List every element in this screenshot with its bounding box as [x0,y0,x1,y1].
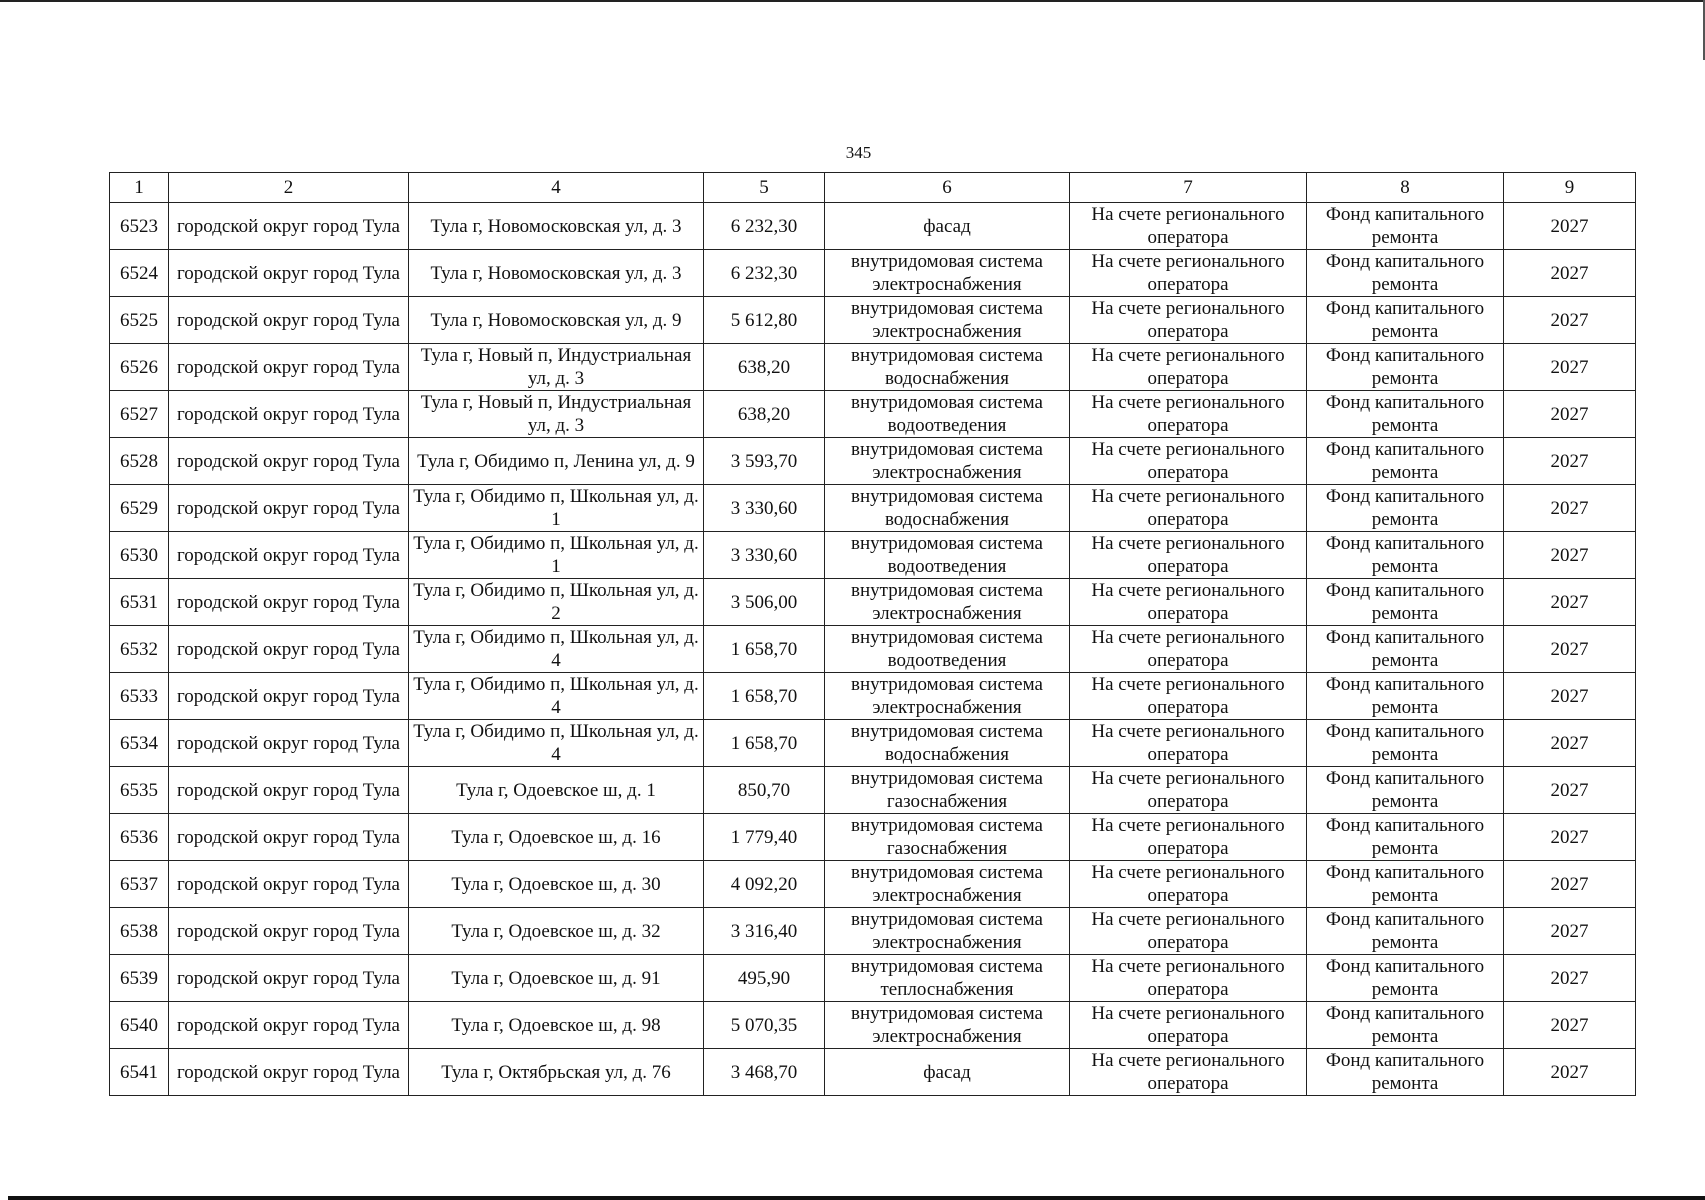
table-row [110,1002,1636,1049]
work-type-cell: внутридомовая система электроснабжения [825,438,1070,485]
year-cell: 2027 [1504,438,1636,485]
table-row [110,391,1636,438]
table-row [110,720,1636,767]
table-row [110,485,1636,532]
work-type-cell: внутридомовая система водоснабжения [825,344,1070,391]
table-row [110,532,1636,579]
header-cell-8: 8 [1307,173,1504,203]
funding-source-cell: Фонд капитального ремонта [1307,814,1504,861]
row-number-cell: 6537 [110,861,169,908]
fund-method-cell: На счете регионального оператора [1070,485,1307,532]
funding-source-cell: Фонд капитального ремонта [1307,1049,1504,1096]
municipality-cell: городской округ город Тула [169,673,409,720]
work-type-cell: внутридомовая система электроснабжения [825,250,1070,297]
year-cell: 2027 [1504,673,1636,720]
area-cell: 1 658,70 [704,626,825,673]
municipality-cell: городской округ город Тула [169,1002,409,1049]
table-row [110,767,1636,814]
row-number-cell: 6525 [110,297,169,344]
address-cell: Тула г, Октябрьская ул, д. 76 [409,1049,704,1096]
address-cell: Тула г, Обидимо п, Школьная ул, д. 1 [409,485,704,532]
year-cell: 2027 [1504,485,1636,532]
funding-source-cell: Фонд капитального ремонта [1307,767,1504,814]
table-row [110,955,1636,1002]
municipality-cell: городской округ город Тула [169,438,409,485]
work-type-cell: фасад [825,203,1070,250]
area-cell: 5 612,80 [704,297,825,344]
table-row [110,297,1636,344]
funding-source-cell: Фонд капитального ремонта [1307,579,1504,626]
fund-method-cell: На счете регионального оператора [1070,438,1307,485]
fund-method-cell: На счете регионального оператора [1070,626,1307,673]
year-cell: 2027 [1504,955,1636,1002]
row-number-cell: 6528 [110,438,169,485]
row-number-cell: 6530 [110,532,169,579]
fund-method-cell: На счете регионального оператора [1070,532,1307,579]
address-cell: Тула г, Обидимо п, Школьная ул, д. 1 [409,532,704,579]
area-cell: 5 070,35 [704,1002,825,1049]
header-cell-7: 7 [1070,173,1307,203]
page-number: 345 [845,143,872,162]
work-type-cell: внутридомовая система водоснабжения [825,720,1070,767]
fund-method-cell: На счете регионального оператора [1070,908,1307,955]
work-type-cell: внутридомовая система водоотведения [825,626,1070,673]
work-type-cell: внутридомовая система водоотведения [825,532,1070,579]
row-number-cell: 6526 [110,344,169,391]
year-cell: 2027 [1504,814,1636,861]
area-cell: 3 593,70 [704,438,825,485]
year-cell: 2027 [1504,908,1636,955]
work-type-cell: внутридомовая система электроснабжения [825,297,1070,344]
row-number-cell: 6529 [110,485,169,532]
work-type-cell: внутридомовая система электроснабжения [825,861,1070,908]
work-type-cell: внутридомовая система электроснабжения [825,673,1070,720]
address-cell: Тула г, Одоевское ш, д. 32 [409,908,704,955]
header-cell-1: 1 [110,173,169,203]
municipality-cell: городской округ город Тула [169,814,409,861]
municipality-cell: городской округ город Тула [169,203,409,250]
fund-method-cell: На счете регионального оператора [1070,861,1307,908]
funding-source-cell: Фонд капитального ремонта [1307,485,1504,532]
work-type-cell: внутридомовая система электроснабжения [825,579,1070,626]
funding-source-cell: Фонд капитального ремонта [1307,1002,1504,1049]
work-type-cell: внутридомовая система водоснабжения [825,485,1070,532]
year-cell: 2027 [1504,297,1636,344]
year-cell: 2027 [1504,391,1636,438]
address-cell: Тула г, Новомосковская ул, д. 9 [409,297,704,344]
row-number-cell: 6532 [110,626,169,673]
row-number-cell: 6538 [110,908,169,955]
fund-method-cell: На счете регионального оператора [1070,250,1307,297]
municipality-cell: городской округ город Тула [169,250,409,297]
funding-source-cell: Фонд капитального ремонта [1307,250,1504,297]
fund-method-cell: На счете регионального оператора [1070,391,1307,438]
municipality-cell: городской округ город Тула [169,908,409,955]
row-number-cell: 6539 [110,955,169,1002]
year-cell: 2027 [1504,626,1636,673]
address-cell: Тула г, Обидимо п, Школьная ул, д. 4 [409,720,704,767]
scan-border-bottom [8,1196,1705,1200]
area-cell: 3 330,60 [704,532,825,579]
table-row [110,250,1636,297]
address-cell: Тула г, Новый п, Индустриальная ул, д. 3 [409,344,704,391]
table-row [110,814,1636,861]
row-number-cell: 6536 [110,814,169,861]
funding-source-cell: Фонд капитального ремонта [1307,720,1504,767]
work-type-cell: внутридомовая система электроснабжения [825,1002,1070,1049]
funding-source-cell: Фонд капитального ремонта [1307,532,1504,579]
funding-source-cell: Фонд капитального ремонта [1307,344,1504,391]
row-number-cell: 6527 [110,391,169,438]
year-cell: 2027 [1504,344,1636,391]
municipality-cell: городской округ город Тула [169,720,409,767]
work-type-cell: внутридомовая система газоснабжения [825,767,1070,814]
year-cell: 2027 [1504,532,1636,579]
funding-source-cell: Фонд капитального ремонта [1307,438,1504,485]
work-type-cell: внутридомовая система водоотведения [825,391,1070,438]
area-cell: 3 468,70 [704,1049,825,1096]
funding-source-cell: Фонд капитального ремонта [1307,391,1504,438]
funding-source-cell: Фонд капитального ремонта [1307,626,1504,673]
row-number-cell: 6541 [110,1049,169,1096]
fund-method-cell: На счете регионального оператора [1070,767,1307,814]
address-cell: Тула г, Одоевское ш, д. 1 [409,767,704,814]
municipality-cell: городской округ город Тула [169,955,409,1002]
fund-method-cell: На счете регионального оператора [1070,344,1307,391]
funding-source-cell: Фонд капитального ремонта [1307,955,1504,1002]
fund-method-cell: На счете регионального оператора [1070,297,1307,344]
fund-method-cell: На счете регионального оператора [1070,673,1307,720]
area-cell: 495,90 [704,955,825,1002]
area-cell: 3 316,40 [704,908,825,955]
address-cell: Тула г, Новомосковская ул, д. 3 [409,203,704,250]
fund-method-cell: На счете регионального оператора [1070,720,1307,767]
header-cell-2: 2 [169,173,409,203]
municipality-cell: городской округ город Тула [169,485,409,532]
funding-source-cell: Фонд капитального ремонта [1307,673,1504,720]
address-cell: Тула г, Обидимо п, Школьная ул, д. 4 [409,626,704,673]
address-cell: Тула г, Одоевское ш, д. 91 [409,955,704,1002]
year-cell: 2027 [1504,767,1636,814]
municipality-cell: городской округ город Тула [169,344,409,391]
header-cell-9: 9 [1504,173,1636,203]
table-row [110,438,1636,485]
year-cell: 2027 [1504,250,1636,297]
municipality-cell: городской округ город Тула [169,391,409,438]
area-cell: 4 092,20 [704,861,825,908]
row-number-cell: 6531 [110,579,169,626]
header-cell-5: 5 [704,173,825,203]
municipality-cell: городской округ город Тула [169,297,409,344]
municipality-cell: городской округ город Тула [169,767,409,814]
row-number-cell: 6534 [110,720,169,767]
year-cell: 2027 [1504,720,1636,767]
area-cell: 638,20 [704,391,825,438]
year-cell: 2027 [1504,1002,1636,1049]
header-row [110,173,1636,203]
area-cell: 638,20 [704,344,825,391]
row-number-cell: 6540 [110,1002,169,1049]
work-type-cell: внутридомовая система газоснабжения [825,814,1070,861]
funding-source-cell: Фонд капитального ремонта [1307,861,1504,908]
address-cell: Тула г, Обидимо п, Ленина ул, д. 9 [409,438,704,485]
table-header [110,173,1636,203]
fund-method-cell: На счете регионального оператора [1070,814,1307,861]
address-cell: Тула г, Обидимо п, Школьная ул, д. 2 [409,579,704,626]
area-cell: 1 779,40 [704,814,825,861]
address-cell: Тула г, Одоевское ш, д. 16 [409,814,704,861]
table-body [110,203,1636,1096]
area-cell: 3 330,60 [704,485,825,532]
table-row [110,1049,1636,1096]
municipality-cell: городской округ город Тула [169,1049,409,1096]
table-row [110,673,1636,720]
repair-schedule-table [109,172,1636,1096]
work-type-cell: фасад [825,1049,1070,1096]
year-cell: 2027 [1504,861,1636,908]
area-cell: 3 506,00 [704,579,825,626]
funding-source-cell: Фонд капитального ремонта [1307,297,1504,344]
row-number-cell: 6533 [110,673,169,720]
fund-method-cell: На счете регионального оператора [1070,579,1307,626]
header-cell-6: 6 [825,173,1070,203]
table-row [110,908,1636,955]
fund-method-cell: На счете регионального оператора [1070,1049,1307,1096]
address-cell: Тула г, Обидимо п, Школьная ул, д. 4 [409,673,704,720]
municipality-cell: городской округ город Тула [169,626,409,673]
area-cell: 6 232,30 [704,250,825,297]
table-row [110,579,1636,626]
address-cell: Тула г, Одоевское ш, д. 30 [409,861,704,908]
funding-source-cell: Фонд капитального ремонта [1307,203,1504,250]
area-cell: 1 658,70 [704,720,825,767]
area-cell: 6 232,30 [704,203,825,250]
address-cell: Тула г, Новомосковская ул, д. 3 [409,250,704,297]
table-row [110,626,1636,673]
scan-border-top [0,0,1705,2]
fund-method-cell: На счете регионального оператора [1070,203,1307,250]
year-cell: 2027 [1504,1049,1636,1096]
municipality-cell: городской округ город Тула [169,532,409,579]
year-cell: 2027 [1504,579,1636,626]
header-cell-4: 4 [409,173,704,203]
row-number-cell: 6524 [110,250,169,297]
row-number-cell: 6523 [110,203,169,250]
year-cell: 2027 [1504,203,1636,250]
work-type-cell: внутридомовая система теплоснабжения [825,955,1070,1002]
area-cell: 1 658,70 [704,673,825,720]
funding-source-cell: Фонд капитального ремонта [1307,908,1504,955]
municipality-cell: городской округ город Тула [169,579,409,626]
work-type-cell: внутридомовая система электроснабжения [825,908,1070,955]
table-row [110,861,1636,908]
address-cell: Тула г, Одоевское ш, д. 98 [409,1002,704,1049]
fund-method-cell: На счете регионального оператора [1070,1002,1307,1049]
municipality-cell: городской округ город Тула [169,861,409,908]
area-cell: 850,70 [704,767,825,814]
table-row [110,203,1636,250]
fund-method-cell: На счете регионального оператора [1070,955,1307,1002]
table-row [110,344,1636,391]
address-cell: Тула г, Новый п, Индустриальная ул, д. 3 [409,391,704,438]
row-number-cell: 6535 [110,767,169,814]
